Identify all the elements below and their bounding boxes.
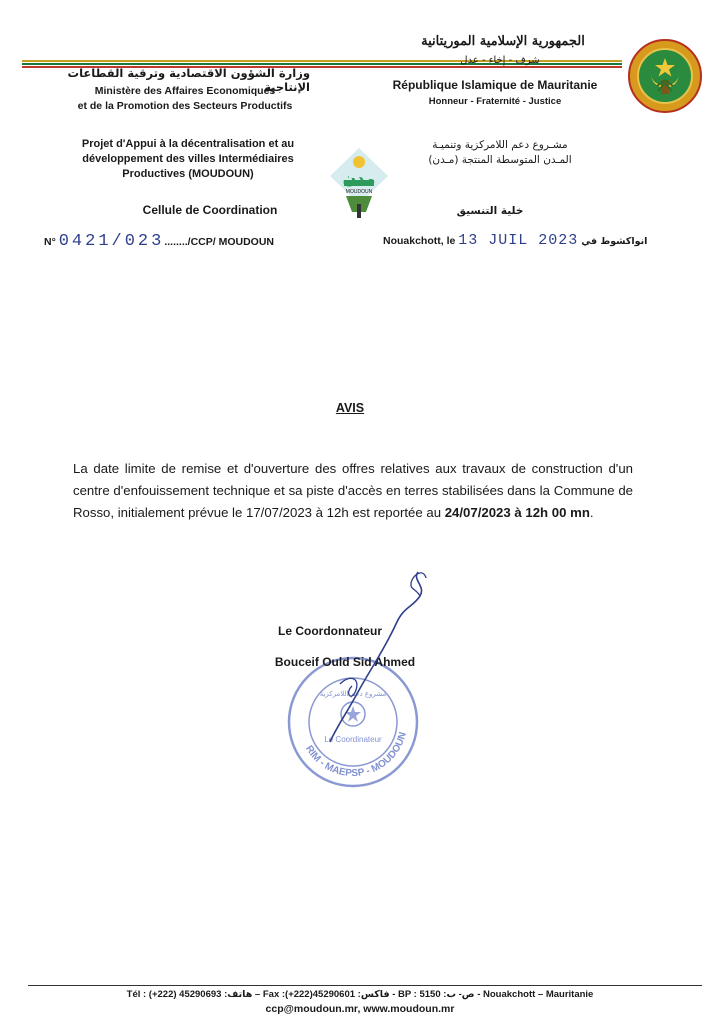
motto-french: Honneur - Fraternité - Justice — [428, 96, 562, 107]
project-fr-line3: Productives (MOUDOUN) — [122, 168, 254, 180]
ministry-french-line2: et de la Promotion des Secteurs Productifs — [77, 100, 293, 112]
signatory-role: Le Coordonnateur — [278, 624, 382, 638]
moudoun-logo-icon — [328, 146, 390, 222]
stamp-arabic-text: مشروع دعم اللامركزية — [319, 690, 387, 698]
project-ar-line2: المـدن المتوسطة المنتجة (مـدن) — [428, 154, 572, 166]
republic-arabic-title: الجمهورية الإسلامية الموريتانية — [421, 34, 585, 49]
notice-title: AVIS — [335, 401, 365, 415]
notice-new-deadline: 24/07/2023 à 12h 00 mn — [444, 505, 590, 520]
footer-email-website: ccp@moudoun.mr, www.moudoun.mr — [265, 1003, 455, 1015]
stamp-ring-text: RIM - MAEPSP - MOUDOUN — [303, 730, 409, 780]
project-fr-line2: développement des villes Intermédiaires — [82, 153, 294, 165]
ministry-french-line1: Ministère des Affaires Economiques — [94, 85, 276, 97]
project-ar-line1: مشـروع دعم اللامركزية وتنميـة — [432, 139, 568, 151]
date-field — [383, 232, 648, 249]
notice-body-end: . — [589, 505, 594, 520]
reference-suffix: ......../CCP/ MOUDOUN — [164, 236, 275, 248]
logo-latin-text: MOUDOUN — [345, 189, 373, 195]
reference-prefix: N° — [44, 236, 56, 248]
cellule-coordination-arabic: خلية التنسيق — [456, 205, 524, 217]
date-place-arabic: انواكشوط في — [581, 236, 648, 247]
notice-body-text: La date limite de remise et d'ouverture des offres relatives aux travaux de construction d'un centre d'enfouissement technique et sa piste d'accès en terres stabilisées dans la Commune de Rosso, initialement prévue le 17/07/2023 à 12h est reportée au — [73, 461, 633, 520]
mauritania-emblem-icon — [627, 38, 703, 114]
reference-number — [44, 232, 334, 251]
stamp-inner-text: Le Coordinateur — [324, 735, 382, 744]
project-fr-line1: Projet d'Appui à la décentralisation et au — [81, 138, 295, 150]
footer-divider — [28, 985, 702, 986]
date-place: Nouakchott, le — [383, 235, 456, 247]
reference-handwritten-number: 0421/023 — [58, 232, 165, 251]
ministry-arabic: وزارة الشؤون الاقتصادية وترقية القطاعات الإنتاجية — [67, 66, 310, 94]
logo-arabic-text: مدن — [342, 169, 376, 188]
project-name-arabic — [400, 138, 600, 168]
footer-contact: Tél : (+222) 45290693 :هاتف – Fax :(+222)45290601 :فاكس - BP : 5150 :ص- ب - Nouakchott – Mauritanie — [126, 989, 594, 1000]
republic-french-title: République Islamique de Mauritanie — [392, 78, 598, 92]
cellule-coordination-french: Cellule de Coordination — [142, 203, 278, 217]
signatory-name: Bouceif Ould Sid Ahmed — [274, 655, 416, 669]
ministry-french — [60, 84, 310, 114]
notice-body — [73, 458, 633, 524]
project-name-french — [50, 137, 326, 182]
date-handwritten-stamp: 13 JUIL 2023 — [458, 232, 579, 249]
motto-arabic: شرف - إخاء - عدل — [460, 55, 540, 66]
handwritten-signature-icon — [300, 566, 440, 746]
